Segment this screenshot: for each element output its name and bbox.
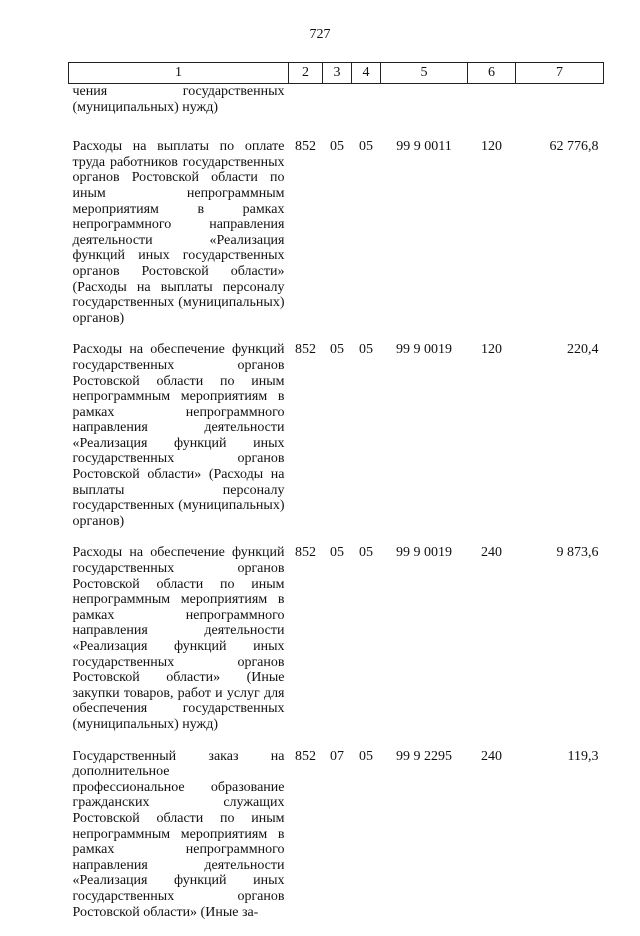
row-ministry-code: 852 (295, 139, 316, 155)
row-subsection-code: 05 (359, 545, 373, 561)
row-description: Расходы на обеспечение функций государственных органов Ростовской области по иным непрограммным мероприятиям в рамках непрограммного направления деятельности «Реализация функций иных государственных органов Ростовской области» (Иные закупки товаров, работ и услуг для обеспечения государственных (муниципальных) нужд) (72, 545, 285, 732)
page-number: 727 (309, 27, 331, 42)
row-subsection-code: 05 (359, 748, 373, 764)
table-row (69, 749, 604, 936)
row-subsection-code: 05 (359, 342, 373, 358)
row-description: Расходы на обеспечение функций государственных органов Ростовской области по иным непрограммным мероприятиям в рамках непрограммного направления деятельности «Реализация функций иных государственных органов Ростовской области» (Расходы на выплаты персоналу государственных (муниципальных) органов) (72, 342, 285, 529)
row-section-code: 05 (330, 545, 344, 561)
column-header: 7 (516, 63, 604, 84)
row-amount: 62 776,8 (549, 139, 599, 155)
table-row (69, 545, 604, 748)
column-header: 2 (289, 63, 323, 84)
row-amount: 9 873,6 (556, 545, 599, 561)
budget-table (68, 62, 604, 936)
table-row (69, 130, 604, 342)
column-header: 4 (352, 63, 381, 84)
table-row-continuation (69, 84, 604, 131)
row-target-code: 99 9 0019 (396, 342, 452, 358)
row-expense-type: 240 (481, 545, 502, 561)
row-section-code: 07 (330, 748, 344, 764)
row-ministry-code: 852 (295, 748, 316, 764)
row-description: чения государственных (муниципальных) нужд) (72, 84, 285, 115)
row-expense-type: 120 (481, 342, 502, 358)
row-ministry-code: 852 (295, 545, 316, 561)
row-amount: 220,4 (567, 342, 599, 358)
row-subsection-code: 05 (359, 139, 373, 155)
row-expense-type: 120 (481, 139, 502, 155)
row-description: Государственный заказ на дополнительное профессиональное образование гражданских служащих Ростовской области по иным непрограммным мероприятиям в рамках непрограммного направления деятельности «Реализация функций иных государственных органов Ростовской области» (Иные за- (72, 748, 285, 920)
column-header: 5 (381, 63, 468, 84)
row-target-code: 99 9 0019 (396, 545, 452, 561)
row-target-code: 99 9 2295 (396, 748, 452, 764)
row-section-code: 05 (330, 342, 344, 358)
column-header: 3 (323, 63, 352, 84)
row-ministry-code: 852 (295, 342, 316, 358)
column-header: 1 (69, 63, 289, 84)
row-section-code: 05 (330, 139, 344, 155)
row-amount: 119,3 (567, 748, 599, 764)
table-row (69, 342, 604, 545)
row-expense-type: 240 (481, 748, 502, 764)
table-header-row (69, 63, 604, 84)
row-description: Расходы на выплаты по оплате труда работников государственных органов Ростовской области по иным непрограммным мероприятиям в рамках непрограммного направления деятельности «Реализация функций иных государственных органов Ростовской области» (Расходы на выплаты персоналу государственных (муниципальных) органов) (72, 139, 285, 326)
column-header: 6 (468, 63, 516, 84)
row-target-code: 99 9 0011 (396, 139, 452, 155)
